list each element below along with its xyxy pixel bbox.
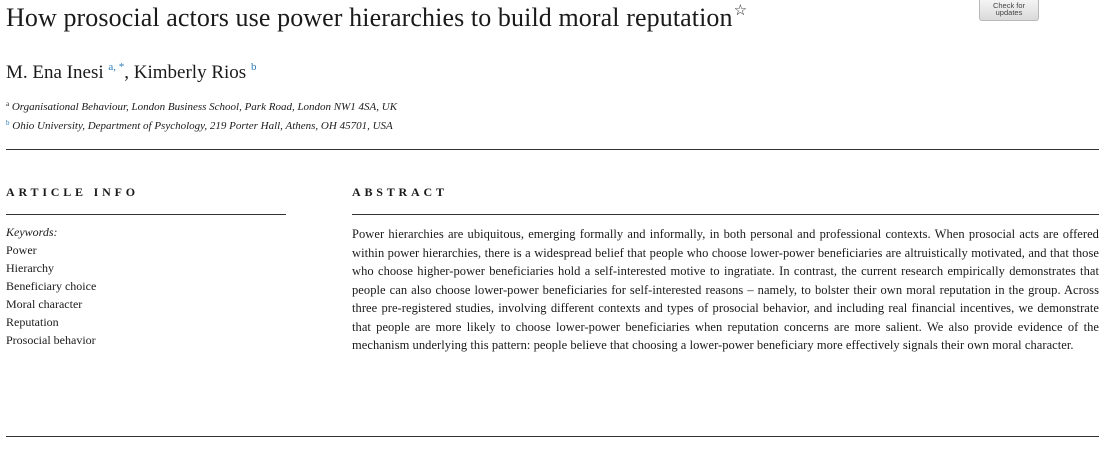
keyword-item: Moral character <box>6 297 83 311</box>
affiliation-text: Ohio University, Department of Psychology, 219 Porter Hall, Athens, OH 45701, USA <box>12 120 393 132</box>
keyword-item: Hierarchy <box>6 261 54 275</box>
article-info-divider <box>6 214 286 215</box>
keyword-item: Beneficiary choice <box>6 279 97 293</box>
article-info-heading: ARTICLE INFO <box>6 185 139 199</box>
check-for-updates-button[interactable] <box>979 0 1039 21</box>
author-name[interactable]: Kimberly Rios <box>133 62 247 83</box>
check-for-updates-line1: Check for <box>992 1 1026 10</box>
keywords-list <box>6 223 96 349</box>
affiliation-mark: a <box>6 100 10 108</box>
top-divider <box>6 149 1099 150</box>
author-list <box>6 55 256 85</box>
affiliation-a <box>6 97 397 114</box>
check-for-updates-line2: updates <box>995 8 1023 17</box>
author-separator: , <box>124 62 134 83</box>
author-affiliation-marks[interactable]: a, * <box>108 61 125 73</box>
keyword-item: Prosocial behavior <box>6 333 96 347</box>
affiliation-mark: b <box>6 119 10 127</box>
abstract-divider <box>352 214 1099 215</box>
keyword-item: Power <box>6 243 37 257</box>
author-name[interactable]: M. Ena Inesi <box>6 62 104 83</box>
author-affiliation-marks[interactable]: b <box>250 61 257 73</box>
abstract-text: Power hierarchies are ubiquitous, emerging formally and informally, in both personal and professional contexts. When prosocial acts are offered within power hierarchies, there is a widespread belief that people who choose lower-power beneficiaries are altruistically motivated, and that those who choose higher-power beneficiaries hold a self-interested motive to ingratiate. In contrast, the current research empirically demonstrates that people can also choose lower-power beneficiaries for self-interested reasons – namely, to bolster their own moral reputation in the group. Across three pre-registered studies, involving different contexts and types of prosocial behavior, and including real financial incentives, we demonstrate that people are more likely to choose lower-power beneficiaries when reputation concerns are more salient. We also provide evidence of the mechanism underlying this pattern: people believe that choosing a lower-power beneficiary more effectively signals their own moral character. <box>352 227 1099 352</box>
article-title-text: How prosocial actors use power hierarchies to build moral reputation <box>6 3 733 32</box>
affiliation-text: Organisational Behaviour, London Business School, Park Road, London NW1 4SA, UK <box>11 101 398 113</box>
title-footnote-star[interactable]: ☆ <box>733 3 748 19</box>
abstract-heading: ABSTRACT <box>352 185 448 199</box>
bottom-divider <box>6 436 1099 437</box>
keywords-label: Keywords: <box>6 225 58 239</box>
keyword-item: Reputation <box>6 315 59 329</box>
article-title <box>6 0 747 35</box>
affiliation-b <box>6 116 393 133</box>
